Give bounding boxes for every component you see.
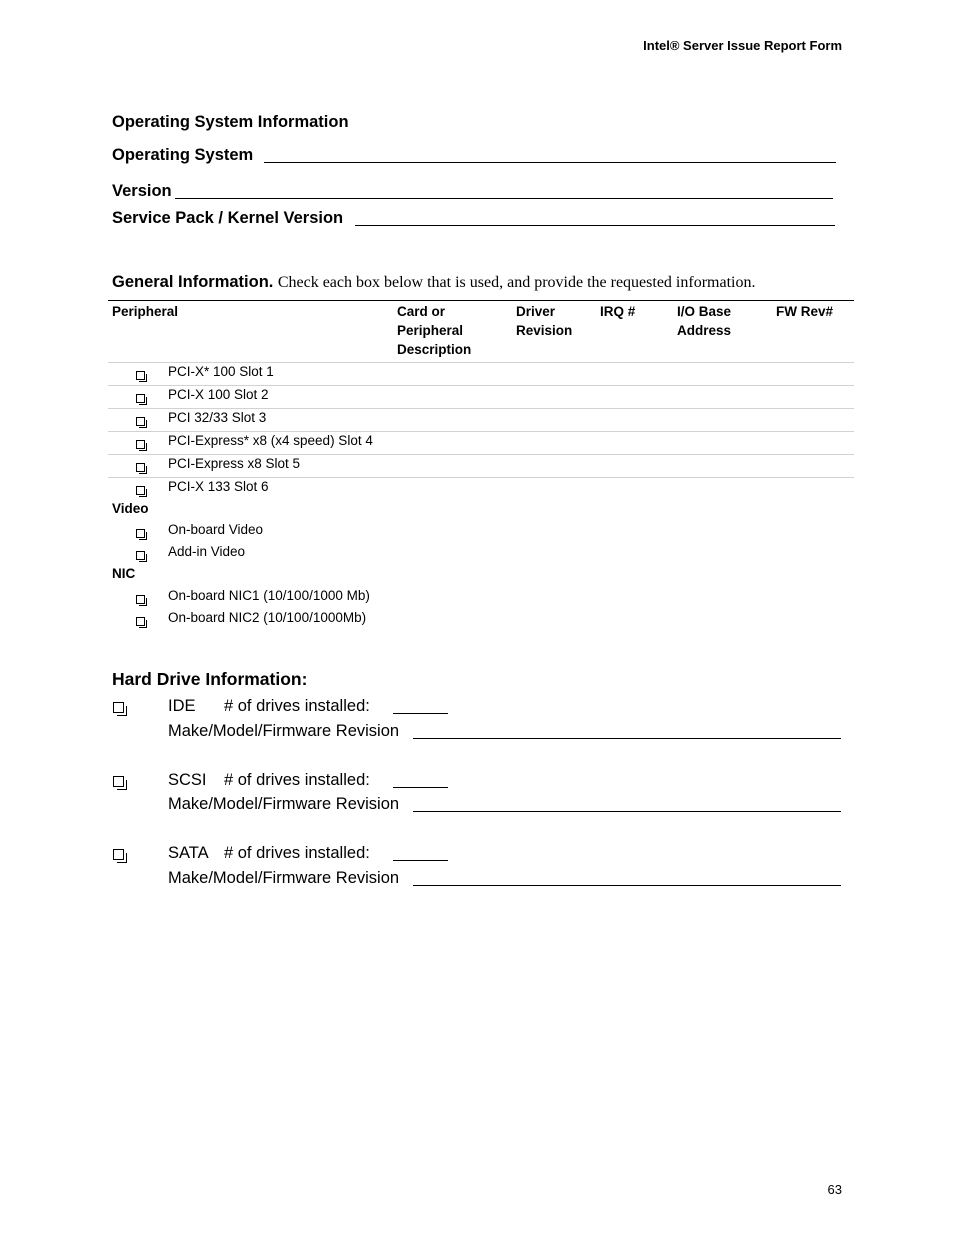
general-info-heading bbox=[112, 273, 755, 292]
col-card-description: Card or Peripheral Description bbox=[397, 304, 472, 357]
row-divider bbox=[108, 362, 854, 363]
operating-system-label: Operating System bbox=[112, 146, 254, 164]
col-peripheral: Peripheral bbox=[112, 304, 179, 319]
nic-group-label: NIC bbox=[112, 566, 136, 581]
general-info-description: Check each box below that is used, and provide the requested information. bbox=[277, 274, 756, 291]
version-field[interactable] bbox=[175, 198, 833, 199]
sata-make-model-label: Make/Model/Firmware Revision bbox=[168, 869, 400, 887]
scsi-label: SCSI bbox=[168, 771, 207, 789]
col-driver-revision: Driver Revision bbox=[516, 304, 573, 338]
slot3-label: PCI 32/33 Slot 3 bbox=[168, 410, 267, 425]
onboard-video-checkbox[interactable] bbox=[136, 525, 145, 543]
slot1-checkbox[interactable] bbox=[136, 367, 145, 385]
col-io-base: I/O Base Address bbox=[677, 304, 732, 338]
slot4-checkbox[interactable] bbox=[136, 436, 145, 454]
ide-drive-count-field[interactable] bbox=[393, 713, 448, 714]
sata-drive-count-field[interactable] bbox=[393, 860, 448, 861]
scsi-drive-count-label: # of drives installed: bbox=[224, 771, 370, 789]
slot3-checkbox[interactable] bbox=[136, 413, 145, 431]
ide-label: IDE bbox=[168, 697, 196, 715]
scsi-checkbox[interactable] bbox=[113, 774, 124, 792]
operating-system-field[interactable] bbox=[264, 162, 836, 163]
col-irq: IRQ # bbox=[600, 304, 636, 319]
general-info-title: General Information. bbox=[112, 273, 274, 291]
scsi-make-model-field[interactable] bbox=[413, 811, 841, 812]
scsi-drive-count-field[interactable] bbox=[393, 787, 448, 788]
ide-checkbox[interactable] bbox=[113, 700, 124, 718]
video-group-label: Video bbox=[112, 501, 149, 516]
ide-drive-count-label: # of drives installed: bbox=[224, 697, 370, 715]
slot5-checkbox[interactable] bbox=[136, 459, 145, 477]
row-divider bbox=[108, 477, 854, 478]
slot4-label: PCI-Express* x8 (x4 speed) Slot 4 bbox=[168, 433, 373, 448]
row-divider bbox=[108, 408, 854, 409]
slot2-checkbox[interactable] bbox=[136, 390, 145, 408]
hard-drive-title: Hard Drive Information: bbox=[112, 669, 308, 689]
row-divider bbox=[108, 385, 854, 386]
row-divider bbox=[108, 431, 854, 432]
sata-drive-count-label: # of drives installed: bbox=[224, 844, 370, 862]
service-pack-field[interactable] bbox=[355, 225, 835, 226]
slot1-label: PCI-X* 100 Slot 1 bbox=[168, 364, 274, 379]
slot6-checkbox[interactable] bbox=[136, 482, 145, 500]
addin-video-checkbox[interactable] bbox=[136, 547, 145, 565]
scsi-make-model-label: Make/Model/Firmware Revision bbox=[168, 795, 400, 813]
nic1-checkbox[interactable] bbox=[136, 591, 145, 609]
slot5-label: PCI-Express x8 Slot 5 bbox=[168, 456, 301, 471]
sata-checkbox[interactable] bbox=[113, 847, 124, 865]
ide-make-model-field[interactable] bbox=[413, 738, 841, 739]
sata-label: SATA bbox=[168, 844, 209, 862]
version-label: Version bbox=[112, 182, 172, 200]
row-divider bbox=[108, 454, 854, 455]
ide-make-model-label: Make/Model/Firmware Revision bbox=[168, 722, 400, 740]
page-header-title: Intel® Server Issue Report Form bbox=[643, 38, 842, 53]
page-number: 63 bbox=[827, 1182, 842, 1197]
slot6-label: PCI-X 133 Slot 6 bbox=[168, 479, 269, 494]
nic2-checkbox[interactable] bbox=[136, 613, 145, 631]
os-section-title: Operating System Information bbox=[112, 113, 349, 131]
onboard-video-label: On-board Video bbox=[168, 522, 264, 537]
nic2-label: On-board NIC2 (10/100/1000Mb) bbox=[168, 610, 367, 625]
nic1-label: On-board NIC1 (10/100/1000 Mb) bbox=[168, 588, 370, 603]
col-fw-rev: FW Rev# bbox=[776, 304, 834, 319]
sata-make-model-field[interactable] bbox=[413, 885, 841, 886]
slot2-label: PCI-X 100 Slot 2 bbox=[168, 387, 269, 402]
table-top-rule bbox=[108, 300, 854, 301]
addin-video-label: Add-in Video bbox=[168, 544, 246, 559]
service-pack-label: Service Pack / Kernel Version bbox=[112, 209, 344, 227]
